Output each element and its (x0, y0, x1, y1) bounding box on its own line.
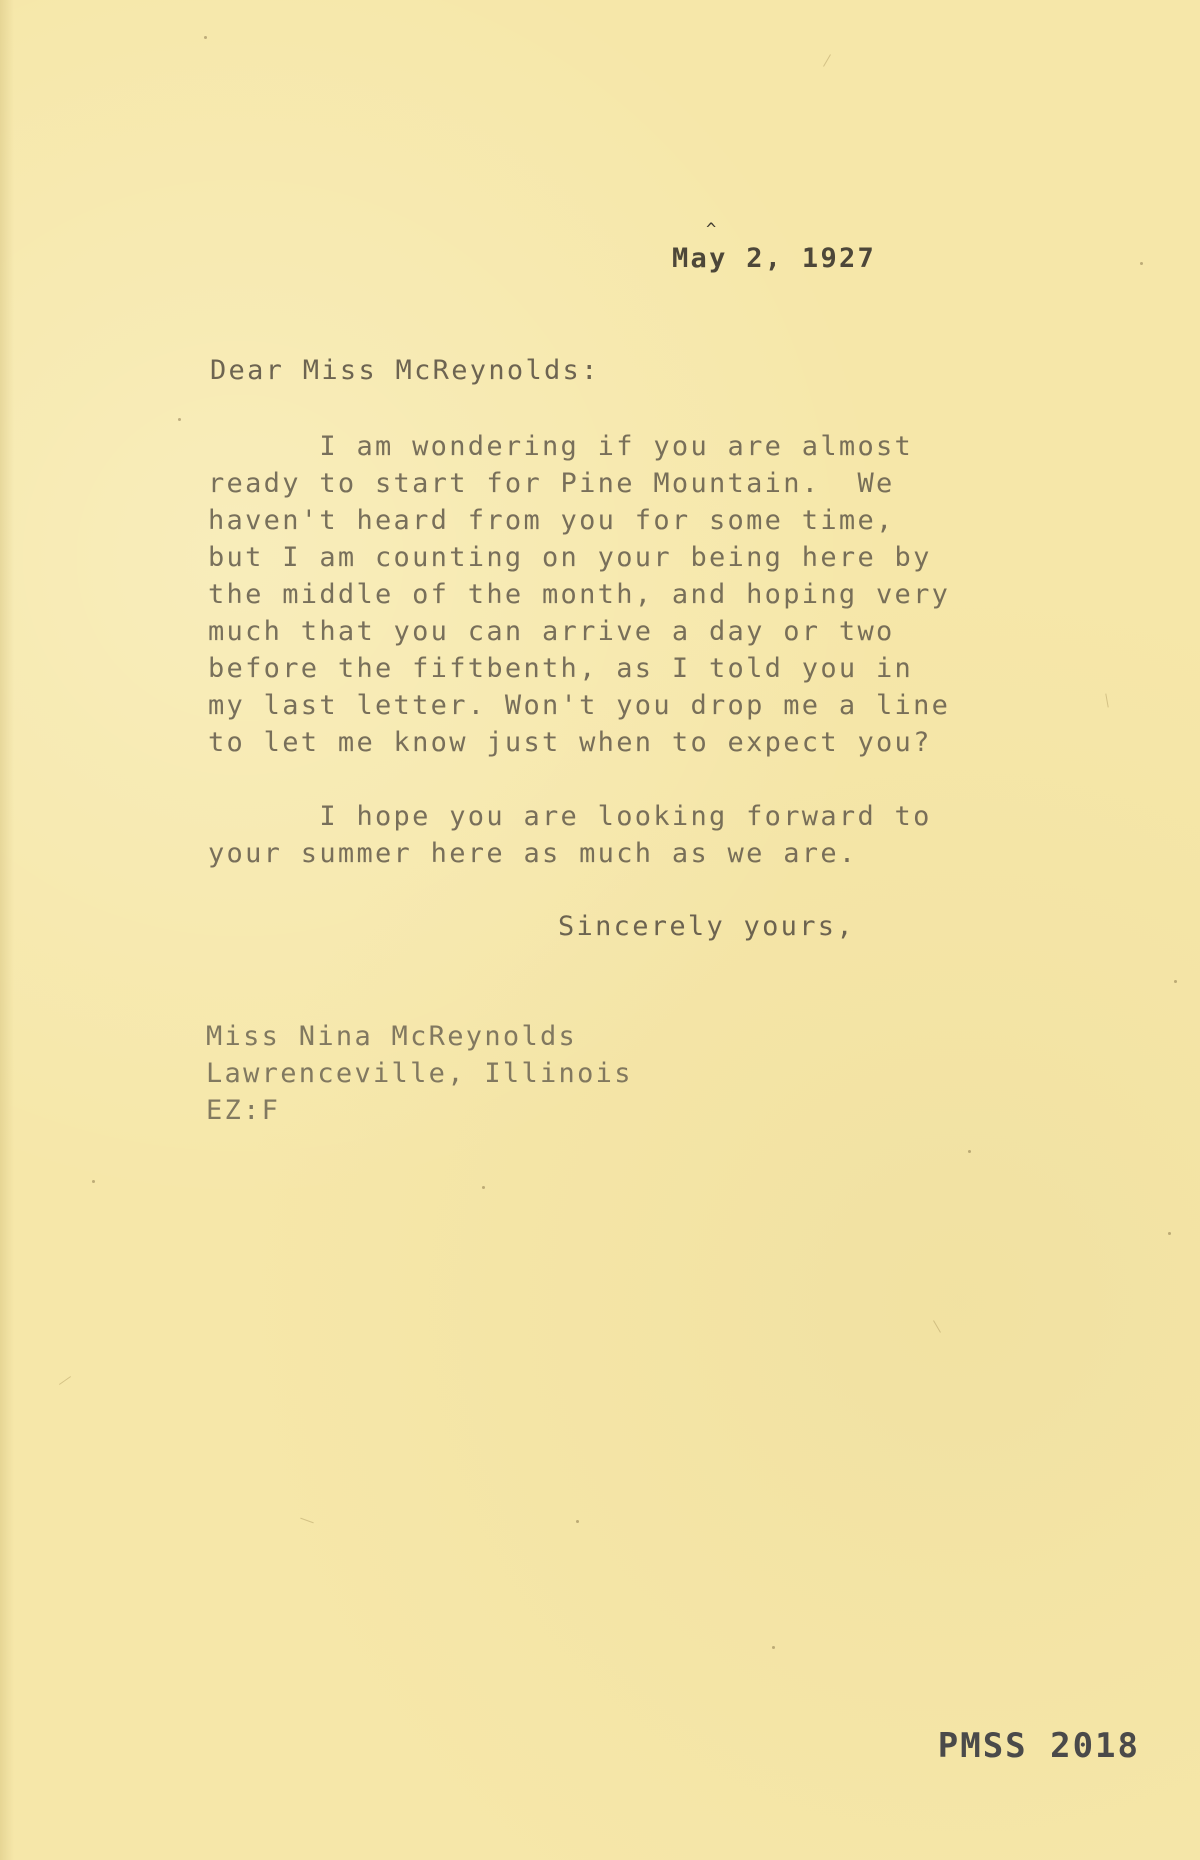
recipient-address (206, 1018, 633, 1129)
paper-fiber (300, 1518, 313, 1524)
paper-fiber (59, 1376, 71, 1385)
paper-fleck (1168, 1232, 1171, 1235)
paper-fiber (933, 1320, 941, 1333)
paper-fiber (1105, 694, 1108, 708)
paper-fiber (823, 54, 831, 67)
paper-fleck (482, 1186, 485, 1189)
paper-fleck (576, 1520, 579, 1523)
complimentary-closing: Sincerely yours, (558, 911, 855, 942)
salutation: Dear Miss McReynolds: (210, 355, 600, 386)
body-line: I hope you are looking forward to (208, 801, 932, 832)
body-paragraph-2 (208, 798, 1008, 872)
archive-stamp: PMSS 2018 (937, 1726, 1140, 1766)
body-line: much that you can arrive a day or two (208, 616, 895, 647)
paper-edge-shadow (0, 0, 14, 1860)
body-line: before the fiftbenth, as I told you in (208, 653, 914, 684)
paper-fleck (1140, 262, 1143, 265)
body-line: but I am counting on your being here by (208, 542, 932, 573)
paper-fleck (178, 418, 181, 421)
paper-fleck (772, 1646, 775, 1649)
insertion-caret: ^ (706, 220, 717, 240)
body-line: haven't heard from you for some time, (208, 505, 895, 536)
address-line: Miss Nina McReynolds (206, 1021, 578, 1052)
body-line: the middle of the month, and hoping very (208, 579, 951, 610)
body-line: to let me know just when to expect you? (208, 727, 932, 758)
body-line: ready to start for Pine Mountain. We (208, 468, 895, 499)
body-line: your summer here as much as we are. (208, 838, 858, 869)
body-line: my last letter. Won't you drop me a line (208, 690, 951, 721)
paper-fleck (204, 36, 207, 39)
paper-fleck (1174, 980, 1177, 983)
body-paragraph-1 (208, 428, 1008, 761)
reference-initials: EZ:F (206, 1095, 281, 1126)
paper-fleck (92, 1180, 95, 1183)
body-line: I am wondering if you are almost (208, 431, 914, 462)
paper-fleck (968, 1150, 971, 1153)
address-line: Lawrenceville, Illinois (206, 1058, 633, 1089)
letter-date: May 2, 1927 (672, 243, 877, 274)
